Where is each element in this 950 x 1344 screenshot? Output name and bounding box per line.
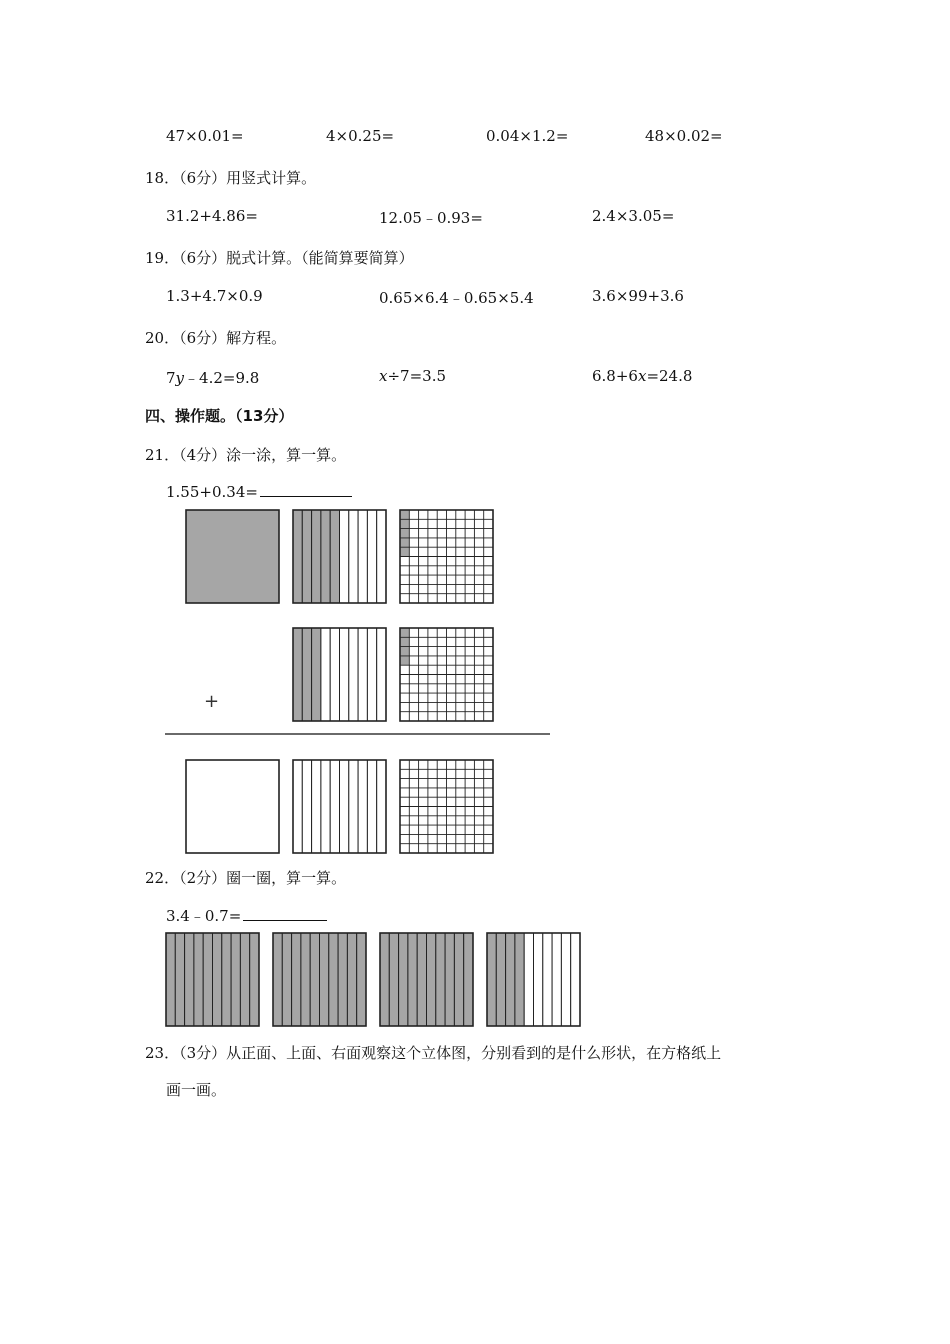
- top-tenths-square-strip-4: [321, 510, 330, 603]
- q22-tenths-square-2-strip-6: [320, 933, 329, 1026]
- section-heading: 四、操作题。（13分）: [145, 407, 294, 425]
- q22-tenths-square-1-strip-9: [240, 933, 249, 1026]
- q22-title: 22．（2分）圈一圈，算一算。: [145, 869, 347, 887]
- q22-tenths-square-4-strip-6: [534, 933, 543, 1026]
- middle-tenths-square-strip-2: [302, 628, 311, 721]
- q22-tenths-square-1-strip-2: [175, 933, 184, 1026]
- q18-item-2: 12.05﹣0.93=: [379, 209, 483, 227]
- q22-tenths-square-3-strip-8: [445, 933, 454, 1026]
- q22-tenths-square-1-strip-3: [185, 933, 194, 1026]
- q22-tenths-square-1-strip-8: [231, 933, 240, 1026]
- q20-equation-3: 6.8+6x=24.8: [592, 367, 693, 385]
- middle-tenths-square-strip-4: [321, 628, 330, 721]
- top-tenths-square-strip-1: [293, 510, 302, 603]
- q22-tenths-square-2-strip-10: [357, 933, 366, 1026]
- q22-tenths-square-4-strip-2: [496, 933, 505, 1026]
- top-hundredths-grid-shaded-cell-5: [400, 547, 409, 556]
- q20-equation-2: x÷7=3.5: [379, 367, 447, 385]
- q22-tenths-square-1-strip-6: [213, 933, 222, 1026]
- q22-tenths-square-1-strip-4: [194, 933, 203, 1026]
- q22-tenths-square-2-strip-7: [329, 933, 338, 1026]
- q18-item-1: 31.2+4.86=: [166, 207, 258, 225]
- q18-item-3: 2.4×3.05=: [592, 207, 675, 225]
- q22-tenths-square-2-strip-3: [292, 933, 301, 1026]
- q19-title: 19．（6分）脱式计算。（能简算要简算）: [145, 249, 414, 267]
- q21-answer-blank[interactable]: [260, 482, 352, 497]
- top-tenths-square-strip-9: [367, 510, 376, 603]
- q17-item-4: 48×0.02=: [645, 127, 723, 145]
- middle-tenths-square-strip-7: [349, 628, 358, 721]
- q22-tenths-square-4-strip-10: [571, 933, 580, 1026]
- top-hundredths-grid-shaded-cell-1: [400, 510, 409, 519]
- q22-tenths-square-2-strip-4: [301, 933, 310, 1026]
- middle-tenths-square-strip-3: [312, 628, 321, 721]
- top-tenths-square-strip-3: [312, 510, 321, 603]
- q22-tenths-square-3-strip-4: [408, 933, 417, 1026]
- q21-title: 21．（4分）涂一涂，算一算。: [145, 446, 347, 464]
- q22-tenths-square-3-strip-5: [417, 933, 426, 1026]
- middle-hundredths-grid-shaded-cell-3: [400, 647, 409, 656]
- q22-tenths-square-4-strip-5: [524, 933, 533, 1026]
- q22-tenths-square-2-strip-9: [347, 933, 356, 1026]
- q22-tenths-square-3-strip-6: [427, 933, 436, 1026]
- q22-answer-blank[interactable]: [243, 906, 327, 921]
- answer-tenths-square-strip-6: [340, 760, 349, 853]
- top-tenths-square-strip-8: [358, 510, 367, 603]
- top-tenths-square-strip-7: [349, 510, 358, 603]
- middle-tenths-square-strip-8: [358, 628, 367, 721]
- q22-tenths-square-1-strip-7: [222, 933, 231, 1026]
- q20-title: 20．（6分）解方程。: [145, 329, 287, 347]
- q17-item-2: 4×0.25=: [326, 127, 395, 145]
- top-hundredths-grid-shaded-cell-3: [400, 529, 409, 538]
- answer-tenths-square-strip-4: [321, 760, 330, 853]
- q22-tenths-square-4-strip-8: [552, 933, 561, 1026]
- answer-whole-square: [186, 760, 279, 853]
- q22-tenths-square-3-strip-1: [380, 933, 389, 1026]
- answer-tenths-square-strip-2: [302, 760, 311, 853]
- q23-line-2: 画一画。: [166, 1081, 227, 1099]
- middle-tenths-square-strip-5: [330, 628, 339, 721]
- middle-hundredths-grid-shaded-cell-4: [400, 656, 409, 665]
- top-tenths-square-strip-2: [302, 510, 311, 603]
- answer-tenths-square-strip-5: [330, 760, 339, 853]
- q22-tenths-square-2-strip-1: [273, 933, 282, 1026]
- answer-tenths-square-strip-1: [293, 760, 302, 853]
- q19-item-2: 0.65×6.4﹣0.65×5.4: [379, 289, 534, 307]
- middle-tenths-square-strip-10: [377, 628, 386, 721]
- q22-tenths-diagram: [160, 928, 590, 1032]
- q22-tenths-square-3-strip-3: [399, 933, 408, 1026]
- q18-title: 18．（6分）用竖式计算。: [145, 169, 317, 187]
- middle-tenths-square-strip-1: [293, 628, 302, 721]
- q17-item-3: 0.04×1.2=: [486, 127, 569, 145]
- q22-tenths-square-3-strip-2: [389, 933, 398, 1026]
- q17-item-1: 47×0.01=: [166, 127, 244, 145]
- q22-tenths-square-4-strip-3: [506, 933, 515, 1026]
- q22-tenths-square-1-strip-1: [166, 933, 175, 1026]
- q22-tenths-square-3-strip-7: [436, 933, 445, 1026]
- top-tenths-square-strip-10: [377, 510, 386, 603]
- q19-item-3: 3.6×99+3.6: [592, 287, 684, 305]
- answer-tenths-square-strip-8: [358, 760, 367, 853]
- q19-item-1: 1.3+4.7×0.9: [166, 287, 263, 305]
- middle-hundredths-grid-shaded-cell-1: [400, 628, 409, 637]
- answer-tenths-square-strip-10: [377, 760, 386, 853]
- top-hundredths-grid-shaded-cell-2: [400, 519, 409, 528]
- q22-tenths-square-4-strip-1: [487, 933, 496, 1026]
- q23-line-1: 23．（3分）从正面、上面、右面观察这个立体图，分别看到的是什么形状，在方格纸上: [145, 1044, 722, 1062]
- middle-tenths-square-strip-6: [340, 628, 349, 721]
- answer-tenths-square-strip-7: [349, 760, 358, 853]
- top-whole-square: [186, 510, 279, 603]
- plus-sign: +: [204, 691, 220, 712]
- top-hundredths-grid-shaded-cell-4: [400, 538, 409, 547]
- q22-expression: 3.4﹣0.7=: [166, 905, 327, 926]
- q22-tenths-square-4-strip-4: [515, 933, 524, 1026]
- q22-tenths-square-2-strip-8: [338, 933, 347, 1026]
- q22-tenths-square-3-strip-10: [464, 933, 473, 1026]
- q22-tenths-square-1-strip-10: [250, 933, 259, 1026]
- q22-tenths-square-4-strip-7: [543, 933, 552, 1026]
- middle-tenths-square-strip-9: [367, 628, 376, 721]
- q22-tenths-square-4-strip-9: [561, 933, 570, 1026]
- top-tenths-square-strip-5: [330, 510, 339, 603]
- q22-tenths-square-2-strip-5: [310, 933, 319, 1026]
- q21-expression: 1.55+0.34=: [166, 482, 352, 501]
- q22-tenths-square-1-strip-5: [203, 933, 212, 1026]
- q20-equation-1: 7y﹣4.2=9.8: [166, 369, 260, 387]
- answer-tenths-square-strip-3: [312, 760, 321, 853]
- q22-tenths-square-3-strip-9: [454, 933, 463, 1026]
- top-tenths-square-strip-6: [340, 510, 349, 603]
- answer-tenths-square-strip-9: [367, 760, 376, 853]
- middle-hundredths-grid-shaded-cell-2: [400, 637, 409, 646]
- q22-tenths-square-2-strip-2: [282, 933, 291, 1026]
- q21-decimal-diagram: [160, 500, 560, 860]
